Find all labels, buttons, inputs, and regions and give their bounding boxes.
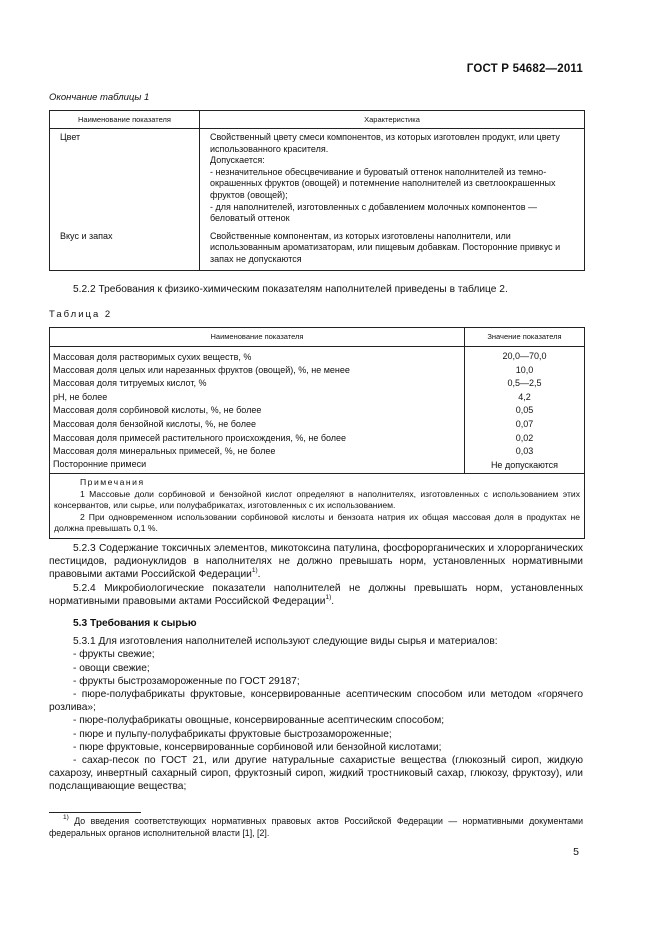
section-heading: 5.3 Требования к сырью bbox=[73, 618, 197, 629]
table-row bbox=[50, 377, 585, 391]
table2-caption: Таблица 2 bbox=[49, 309, 113, 320]
table2-cell-value: 10,0 bbox=[465, 364, 585, 378]
paragraph-5-3-1: 5.3.1 Для изготовления наполнителей используют следующие виды сырья и материалов: bbox=[73, 636, 498, 648]
table-row bbox=[50, 228, 585, 270]
table2-cell-value: 0,5—2,5 bbox=[465, 377, 585, 391]
table2-cell-value: 0,07 bbox=[465, 418, 585, 432]
list-item: - фрукты быстрозамороженные по ГОСТ 29187; bbox=[73, 675, 300, 687]
note-item: 1 Массовые доли сорбиновой и бензойной кислот определяют в наполнителях, изготовленных с использованием этих консервантов, или сырье, или полуфабрикатах, изготовленных с их использованием. bbox=[54, 488, 580, 511]
table2-cell-value: 0,05 bbox=[465, 404, 585, 418]
table-row bbox=[50, 459, 585, 474]
table-row bbox=[50, 129, 585, 228]
table1-header-characteristic: Характеристика bbox=[200, 111, 585, 129]
list-item: - овощи свежие; bbox=[73, 662, 150, 674]
table2-cell-name: Посторонние примеси bbox=[50, 459, 465, 474]
list-item: - фрукты свежие; bbox=[73, 649, 155, 661]
table1-cell-name: Вкус и запах bbox=[50, 228, 200, 270]
characteristic-line: Свойственный цвету смеси компонентов, из которых изготовлен продукт, или цвету использованного красителя. bbox=[210, 132, 560, 154]
paragraphs-5-2-3-to-5-2-4 bbox=[49, 542, 583, 608]
table1-cell-characteristic bbox=[200, 129, 585, 228]
table2-cell-name: Массовая доля растворимых сухих веществ, % bbox=[50, 347, 465, 364]
table2-cell-value: 0,02 bbox=[465, 432, 585, 446]
list-item: - пюре-полуфабрикаты овощные, консервированные асептическим способом; bbox=[73, 715, 445, 727]
note-item: 2 При одновременном использовании сорбиновой кислоты и бензоата натрия их общая массовая доля в продуктах не должна превышать 0,1 %. bbox=[54, 511, 580, 533]
paragraph-5-2-4: 5.2.4 Микробиологические показатели наполнителей не должны превышать норм, установленных нормативными правовыми актами Российской Федерации$^{1)}$. bbox=[49, 582, 583, 607]
characteristic-line: - незначительное обесцвечивание и буроватый оттенок наполнителей из темно-окрашенных фруктов (овощей) и потемнение наполнителей из светлоокрашенных фруктов (овощей); bbox=[210, 166, 556, 200]
table-row bbox=[50, 364, 585, 378]
table2-cell-name: Массовая доля примесей растительного происхождения, %, не более bbox=[50, 432, 465, 446]
table2-cell-value: 4,2 bbox=[465, 391, 585, 405]
table1-header-name: Наименование показателя bbox=[50, 111, 200, 129]
paragraph-5-2-2: 5.2.2 Требования к физико-химическим показателям наполнителей приведены в таблице 2. bbox=[73, 284, 508, 295]
characteristic-line: Свойственные компонентам, из которых изготовлены наполнители, или использованным ароматизаторам, или пищевым добавкам. Посторонние привкус и запах не допускаются bbox=[210, 230, 561, 264]
table-row bbox=[50, 418, 585, 432]
table-row bbox=[50, 445, 585, 459]
table2-cell-name: Массовая доля титруемых кислот, % bbox=[50, 377, 465, 391]
table2-cell-value: Не допускаются bbox=[465, 459, 585, 474]
document-id: ГОСТ Р 54682—2011 bbox=[466, 63, 583, 75]
footnote: $^{1)}$ До введения соответствующих нормативных правовых актов Российской Федерации — нормативными документами федеральных органов исполнительной власти [1], [2]. bbox=[49, 814, 583, 838]
list-item: - пюре-полуфабрикаты фруктовые, консервированные асептическим способом или методом «горячего розлива»; bbox=[49, 689, 583, 714]
footnote-ref: 1) bbox=[251, 567, 258, 575]
characteristic-line: - для наполнителей, изготовленных с добавлением молочных компонентов — беловатый оттенок bbox=[210, 201, 537, 224]
table2-cell-value: 0,03 bbox=[465, 445, 585, 459]
table2-cell-name: рН, не более bbox=[50, 391, 465, 405]
table2 bbox=[49, 327, 585, 539]
table2-header-name: Наименование показателя bbox=[50, 328, 465, 347]
table2-notes bbox=[50, 474, 585, 539]
table1-caption: Окончание таблицы 1 bbox=[49, 92, 150, 103]
table2-cell-name: Массовая доля бензойной кислоты, %, не более bbox=[50, 418, 465, 432]
list-item: - пюре фруктовые, консервированные сорбиновой или бензойной кислотами; bbox=[73, 741, 442, 753]
characteristic-line: Допускается: bbox=[210, 155, 265, 166]
table1-cell-name: Цвет bbox=[50, 129, 200, 228]
table-row bbox=[50, 347, 585, 364]
footnote-ref: 1) bbox=[325, 593, 332, 601]
footnote-mark: 1) bbox=[63, 814, 69, 821]
table2-cell-name: Массовая доля сорбиновой кислоты, %, не более bbox=[50, 404, 465, 418]
table2-cell-value: 20,0—70,0 bbox=[465, 347, 585, 364]
notes-title: Примечания bbox=[80, 477, 145, 488]
paragraph-5-2-3: 5.2.3 Содержание токсичных элементов, микотоксина патулина, фосфорорганических и хлорорганических пестицидов, радионуклидов в наполнителях не должно превышать норм, установленных нормативными правовыми актами Российской Федерации$^{1)}$. bbox=[49, 543, 583, 581]
list-item: - сахар-песок по ГОСТ 21, или другие натуральные сахаристые вещества (глюкозный сироп, жидкую сахарозу, инвертный сахарный сироп, фруктозный сироп, жидкий тростниковый сахар, глюкозу, фруктозу), или подслащивающие вещества; bbox=[49, 755, 583, 793]
table2-notes-row bbox=[50, 474, 585, 539]
table2-cell-name: Массовая доля целых или нарезанных фруктов (овощей), %, не менее bbox=[50, 364, 465, 378]
table1-cell-characteristic bbox=[200, 228, 585, 270]
section-5-3 bbox=[49, 617, 583, 794]
table-row bbox=[50, 391, 585, 405]
table2-cell-name: Массовая доля минеральных примесей, %, не более bbox=[50, 445, 465, 459]
table1 bbox=[49, 110, 585, 271]
table-row bbox=[50, 432, 585, 446]
table-row bbox=[50, 404, 585, 418]
list-item: - пюре и пульпу-полуфабрикаты фруктовые быстрозамороженные; bbox=[73, 728, 392, 740]
footnote-separator bbox=[49, 812, 141, 813]
table2-header-value: Значение показателя bbox=[465, 328, 585, 347]
page-number: 5 bbox=[573, 846, 579, 858]
